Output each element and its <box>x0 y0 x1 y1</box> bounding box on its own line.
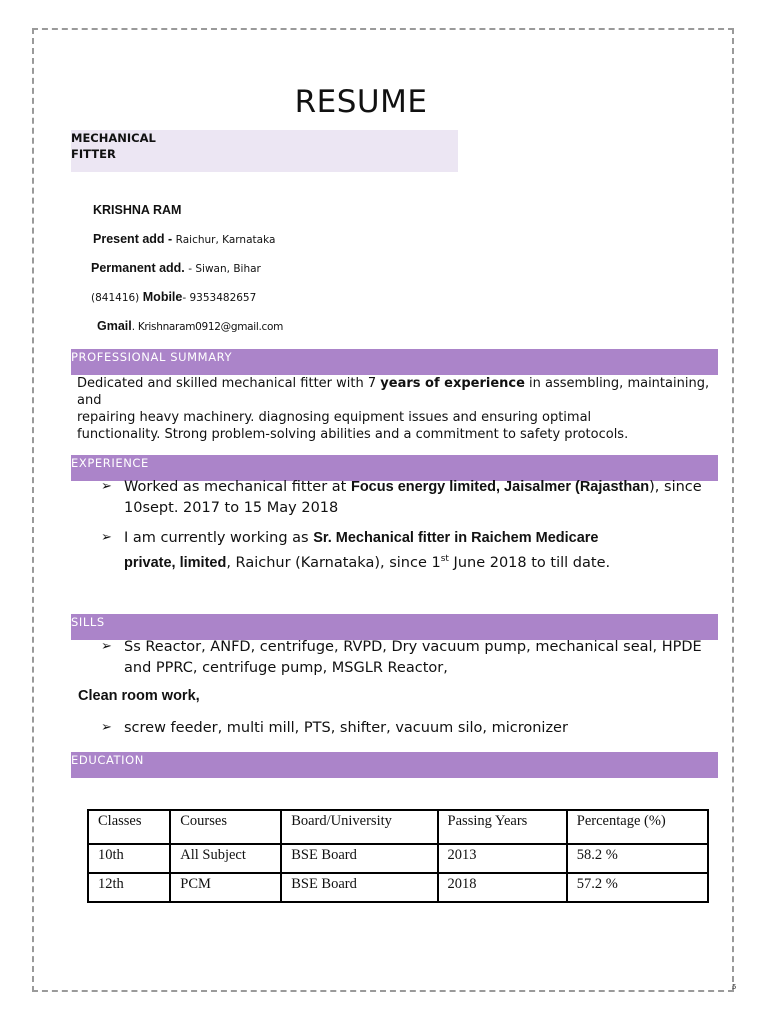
table-header-cell: Percentage (%) <box>567 810 708 844</box>
mobile-label: Mobile <box>142 290 183 304</box>
arrow-bullet-icon: ➢ <box>101 639 112 654</box>
arrow-bullet-icon: ➢ <box>101 479 112 494</box>
pin-code: (841416) <box>91 292 140 304</box>
permanent-address-value: - Siwan, Bihar <box>188 263 261 275</box>
permanent-address <box>91 261 261 275</box>
table-header-row <box>88 810 708 844</box>
education-heading: EDUCATION <box>71 753 145 767</box>
mobile-line <box>91 290 256 304</box>
gmail-line <box>97 319 283 333</box>
candidate-name: KRISHNA RAM <box>93 203 182 217</box>
clean-room-heading: Clean room work, <box>78 688 200 704</box>
skills-item-1: Ss Reactor, ANFD, centrifuge, RVPD, Dry vacuum pump, mechanical seal, HPDE and PPRC, centrifuge pump, MSGLR Reactor, <box>124 639 702 676</box>
mobile-value: - 9353482657 <box>182 292 257 304</box>
table-cell: 2013 <box>438 844 567 873</box>
page-corner-mark: 5 <box>732 983 737 991</box>
table-cell: 58.2 % <box>567 844 708 873</box>
summary-heading: PROFESSIONAL SUMMARY <box>71 350 233 364</box>
table-header-cell: Courses <box>170 810 281 844</box>
arrow-bullet-icon: ➢ <box>101 530 112 545</box>
table-cell: BSE Board <box>281 844 437 873</box>
gmail-value: . Krishnaram0912@gmail.com <box>131 321 284 333</box>
table-header-cell: Classes <box>88 810 170 844</box>
table-cell: 12th <box>88 873 170 902</box>
table-cell: BSE Board <box>281 873 437 902</box>
present-address <box>93 232 275 246</box>
present-address-label: Present add - <box>93 232 173 246</box>
education-table <box>87 809 709 903</box>
table-cell: PCM <box>170 873 281 902</box>
experience-heading: EXPERIENCE <box>71 456 149 470</box>
arrow-bullet-icon: ➢ <box>101 720 112 735</box>
table-cell: 57.2 % <box>567 873 708 902</box>
table-cell: 2018 <box>438 873 567 902</box>
resume-title: RESUME <box>294 84 428 120</box>
experience-item-1: Worked as mechanical fitter at Focus energy limited, Jaisalmer (Rajasthan), since 10sept. 2017 to 15 May 2018 <box>124 479 702 516</box>
permanent-address-label: Permanent add. <box>91 261 185 275</box>
gmail-label: Gmail <box>97 319 132 333</box>
table-cell: 10th <box>88 844 170 873</box>
table-cell: All Subject <box>170 844 281 873</box>
skills-heading: SILLS <box>71 615 105 629</box>
table-header-cell: Passing Years <box>438 810 567 844</box>
experience-item-2: I am currently working as Sr. Mechanical fitter in Raichem Medicare private, limited, Raichur (Karnataka), since 1st June 2018 to till date. <box>124 530 611 571</box>
table-header-cell: Board/University <box>281 810 437 844</box>
table-row <box>88 844 708 873</box>
skills-item-2: screw feeder, multi mill, PTS, shifter, vacuum silo, micronizer <box>124 720 568 736</box>
education-band <box>71 752 718 778</box>
table-row <box>88 873 708 902</box>
job-title: MECHANICAL FITTER <box>71 131 156 161</box>
summary-text: Dedicated and skilled mechanical fitter with 7 years of experience in assembling, maintaining, and repairing heavy machinery. diagnosing equipment issues and ensuring optimal functionality. Strong problem-solving abilities and a commitment to safety protocols. <box>77 376 710 442</box>
present-address-value: Raichur, Karnataka <box>175 234 276 246</box>
